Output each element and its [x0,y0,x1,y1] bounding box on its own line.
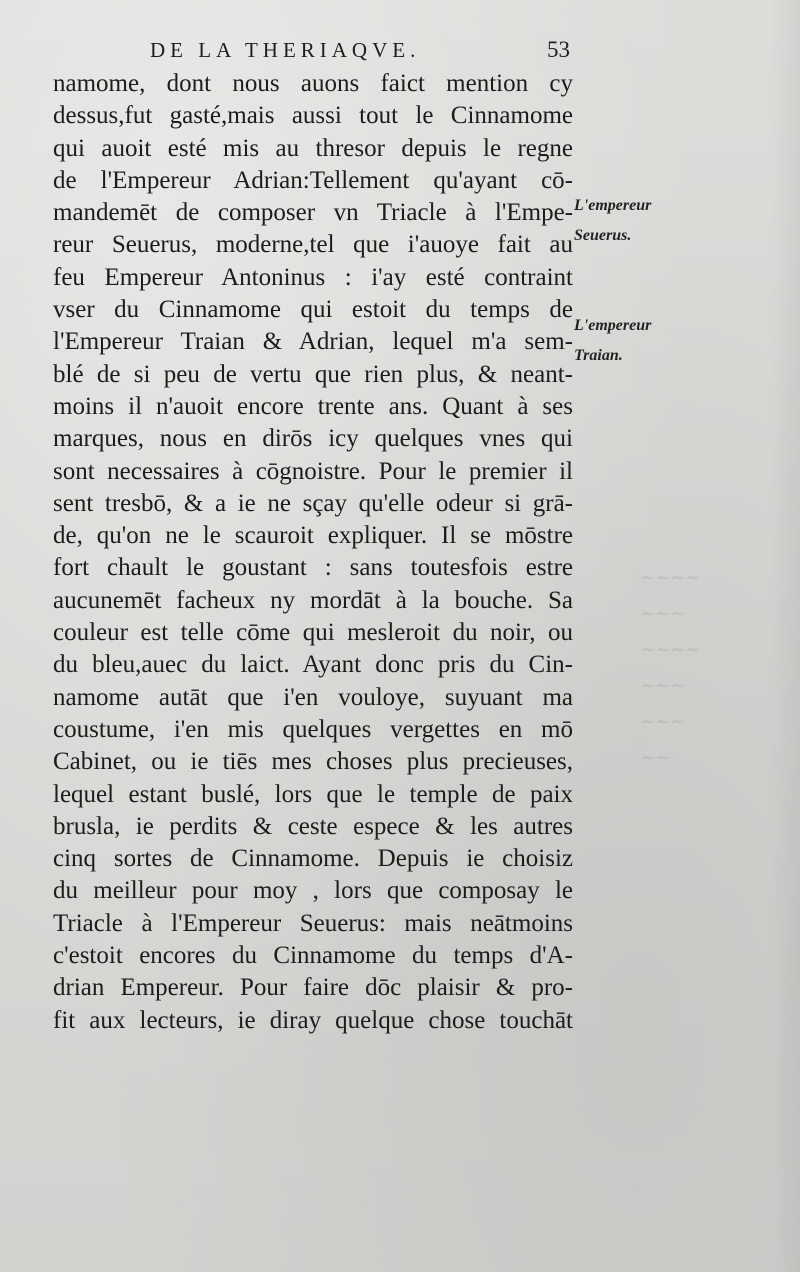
text-line: brusla, ie perdits & ceste espece & les autres [53,812,573,840]
text-line: namome autāt que i'en vouloye, suyuant ma [53,683,573,711]
text-line: l'Empereur Traian & Adrian, lequel m'a sem- [53,328,573,356]
text-line: cinq sortes de Cinnamome. Depuis ie choisiz [53,845,573,873]
text-line: namome, dont nous auons faict mention cy [53,70,573,97]
text-line: moins il n'auoit encore trente ans. Quant à ses [53,392,573,420]
text-line: mandemēt de composer vn Triacle à l'Empe- [53,199,573,227]
main-text-block [53,68,573,1037]
show-through-text: ~~~~ ~~~ ~~~~ ~~~ ~~~ ~~ [640,567,701,768]
marginal-note: Seuerus. [574,227,632,244]
text-line: feu Empereur Antoninus : i'ay esté contraint [53,263,573,291]
text-line: dessus,fut gasté,mais aussi tout le Cinnamome [53,102,573,130]
page-edge-shadow [770,0,800,1272]
text-line: couleur est telle cōme qui mesleroit du noir, ou [53,619,573,647]
text-line: du meilleur pour moy , lors que composay le [53,877,573,905]
page-header [150,38,580,68]
text-line: de l'Empereur Adrian:Tellement qu'ayant cō- [53,166,573,194]
running-head: DE LA THERIAQVE. [150,38,421,62]
marginal-note: L'empereur [574,197,652,214]
text-line: lequel estant buslé, lors que le temple de paix [53,780,573,808]
text-line: drian Empereur. Pour faire dōc plaisir & pro- [53,974,573,1002]
text-line: marques, nous en dirōs icy quelques vnes qui [53,425,573,453]
text-line: de, qu'on ne le scauroit expliquer. Il se mōstre [53,522,573,550]
text-line: du bleu,auec du laict. Ayant donc pris du Cin- [53,651,573,679]
text-line: coustume, i'en mis quelques vergettes en mō [53,715,573,743]
text-line: aucunemēt facheux ny mordāt à la bouche. Sa [53,586,573,614]
marginal-note: L'empereur [574,317,652,334]
text-line: sont necessaires à cōgnoistre. Pour le premier il [53,457,573,485]
marginal-note: Traian. [574,347,623,364]
text-line: reur Seuerus, moderne,tel que i'auoye fait au [53,231,573,259]
page-number: 53 [547,37,570,62]
text-line: Triacle à l'Empereur Seuerus: mais neātmoins [53,909,573,937]
text-line: fort chault le goustant : sans toutesfois estre [53,554,573,582]
text-line: qui auoit esté mis au thresor depuis le regne [53,134,573,162]
text-line: vser du Cinnamome qui estoit du temps de [53,296,573,324]
text-line: blé de si peu de vertu que rien plus, & neant- [53,360,573,388]
text-line: c'estoit encores du Cinnamome du temps d'A- [53,942,573,970]
text-line: Cabinet, ou ie tiēs mes choses plus precieuses, [53,748,573,776]
text-line: fit aux lecteurs, ie diray quelque chose touchāt [53,1006,573,1034]
text-line: sent tresbō, & a ie ne sçay qu'elle odeur si grā- [53,489,573,517]
